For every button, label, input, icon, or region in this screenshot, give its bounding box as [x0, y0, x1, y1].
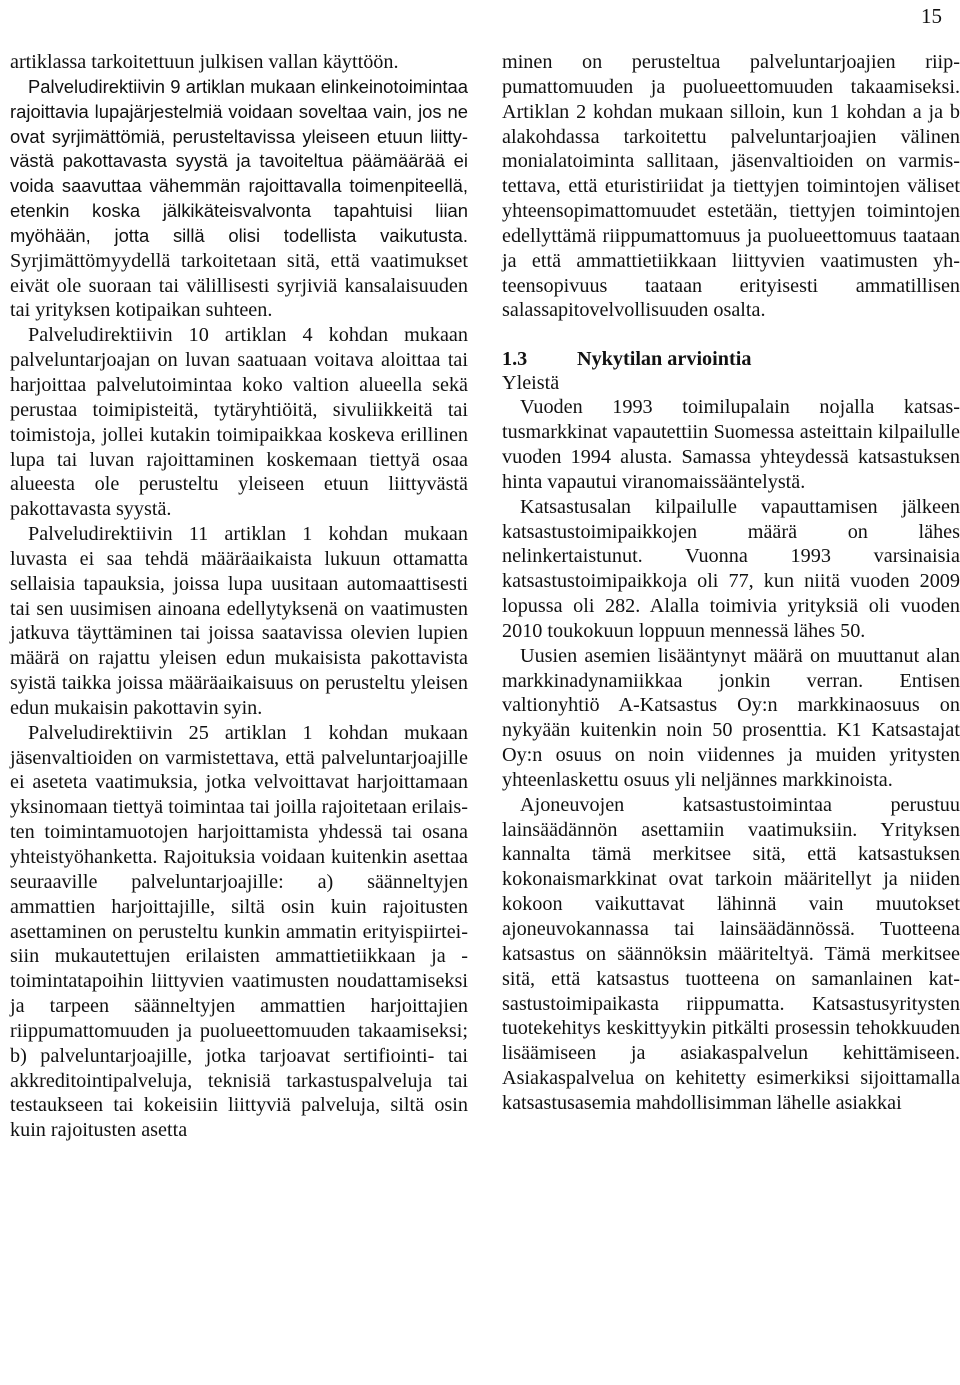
paragraph: Palveludirektiivin 10 artiklan 4 kohdan mukaan palveluntarjoajan on luvan saatuaan voitava aloittaa tai harjoittaa palvelutoimintaa koko valtion alueella sekä perustaa toimipisteitä, tytäryhtiöitä, sivuliikkeitä tai toimistoja, jollei kutakin toimipaikkaa koskeva erillinen lupa tai luvan rajoittaminen koskemaan tiettyä osaa alueesta ole perusteltu yleiseen etuun liittyvästä pakottavasta syystä. — [10, 324, 468, 521]
paragraph: Palveludirektiivin 11 artiklan 1 kohdan mukaan luvasta ei saa tehdä määräaikaista lukuun ottamatta sellaisia tapauksia, joissa lupa uusitaan automaattisesti tai sen uusimisen ainoana edellytyksenä on vaatimusten jatkuva täyttäminen tai joissa saatavissa olevien lupien määrä on rajattu yleisen edun mukaisista pakottavista syistä taikka joissa määräaikaisuus on perusteltu yleisen edun mukaisin pakottavin syin. — [10, 523, 468, 719]
paragraph: Palveludirektiivin 25 artiklan 1 kohdan mukaan jäsenvaltioiden on varmistettava, että palveluntarjoajille ei aseteta vaatimuksia, jotka velvoittavat harjoittamaan yksinomaan tiettyä toimintaa tai joilla rajoitetaan erilaisten toimintamuotojen harjoittamista yhdessä tai osana yhteistyöhanketta. Rajoituksia voidaan kuitenkin asettaa seuraaville palveluntarjoajille: a) säänneltyjen ammattien harjoittajille, siltä osin kuin rajoitusten asettaminen on perusteltu kunkin ammatin erityispiirteisiin mukautettujen erilaisten ammattietiikkaan ja -toimintatapoihin liittyvien vaatimusten noudattamiseksi ja tarpeen säänneltyjen ammattien harjoittajien riippumattomuuden ja puolueettomuuden takaamiseksi; b) palveluntarjoajille, jotka tarjoavat sertifiointi- tai akkreditointipalveluja, teknisiä tarkastuspalveluja tai testaukseen tai kokeisiin liittyviä palveluja, siltä osin kuin rajoitusten asetta — [10, 721, 468, 1142]
section-number: 1.3 — [502, 348, 528, 371]
section-heading — [502, 347, 960, 371]
left-column — [10, 50, 468, 1143]
right-column — [502, 50, 960, 1116]
subheading: Yleistä — [502, 372, 560, 395]
section-title: Nykytilan arviointia — [577, 348, 752, 371]
page-number: 15 — [921, 4, 942, 28]
paragraph: minen on perusteltua palveluntarjoajien riippumattomuuden ja puolueettomuuden takaamiseksi. Artiklan 2 kohdan mukaan silloin, kun 1 kohdan a ja b alakohdassa tarkoitettu palveluntarjoajien välinen monialatoiminta sallitaan, jäsenvaltioiden on varmistettava, että eturistiriidat ja tiettyjen toimintojen väliset yhteensopimattomuudet estetään, tiettyjen toimintojen edellyttämä riippumattomuus ja puolueettomuus taataan ja että ammattietiikkaan liittyvien vaatimusten yhteensopivuus taataan erityisesti ammatillisen salassapitovelvollisuuden osalta. — [502, 51, 960, 322]
paragraph-text: Palveludirektiivin 9 artiklan mukaan elinkeinotoimintaa rajoittavia lupajärjestelmiä voidaan soveltaa vain, jos ne ovat syrjimättömiä, perusteltavissa yleiseen etuun liittyvästä pakottavasta syystä ja tavoiteltua päämäärää ei voida saavuttaa vähemmän rajoittavalla toimenpiteellä, etenkin koska jälkikäteisvalvonta tapahtuisi liian myöhään, jotta sillä olisi todellista vaikutusta. — [10, 75, 468, 246]
paragraph-text: Syrjimättömyydellä tarkoitetaan sitä, että vaatimukset eivät ole suoraan tai välillisesti syrjiviä kansalaisuuden tai yrityksen kotipaikan suhteen. — [10, 249, 468, 322]
paragraph: artiklassa tarkoitettuun julkisen vallan käyttöön. — [10, 51, 399, 73]
paragraph: Vuoden 1993 toimilupalain nojalla katsastusmarkkinat vapautettiin Suomessa asteittain kilpailulle vuoden 1994 alusta. Samassa yhteydessä katsastuksen hinta vapautui viranomaissääntelystä. — [502, 396, 960, 493]
paragraph: Uusien asemien lisääntynyt määrä on muuttanut alan markkinadynamiikkaa jonkin verran. Entisen valtionyhtiö A-Katsastus Oy:n markkinaosuus on nykyään kuitenkin noin 50 prosenttia. K1 Katsastajat Oy:n osuus on noin viidennes ja muiden yritysten yhteenlaskettu osuus yli neljännes markkinoista. — [502, 644, 960, 791]
paragraph: Ajoneuvojen katsastustoimintaa perustuu lainsäädännön asettamiin vaatimuksiin. Yrityksen kannalta tämä merkitsee sitä, että katsastuksen kokonaismarkkinat ovat tarkoin määritellyt ja niiden kokoon vaikuttavat lähinnä vain muutokset ajoneuvokannassa tai lainsäädännössä. Tuotteena katsastus on säännöksin määriteltyä. Tämä merkitsee sitä, että katsastus tuotteena on samanlainen katsastustoimipaikasta riippumatta. Katsastusyritysten tuotekehitys keskittyykin pitkälti prosessin tehokkuuden lisäämiseen ja asiakaspalvelun kehittämiseen. Asiakaspalvelua on kehitetty esimerkiksi sijoittamalla katsastusasemia mahdollisimman lähelle asiakkai — [502, 793, 960, 1114]
paragraph: Katsastusalan kilpailulle vapauttamisen jälkeen katsastustoimipaikkojen määrä on lähes nelinkertaistunut. Vuonna 1993 varsinaisia katsastustoimipaikkoja oli 77, kun niitä vuoden 2009 lopussa oli 282. Alalla toimivia yrityksiä oli vuoden 2010 toukokuun loppuun mennessä lähes 50. — [502, 495, 960, 642]
paragraph — [10, 75, 468, 323]
